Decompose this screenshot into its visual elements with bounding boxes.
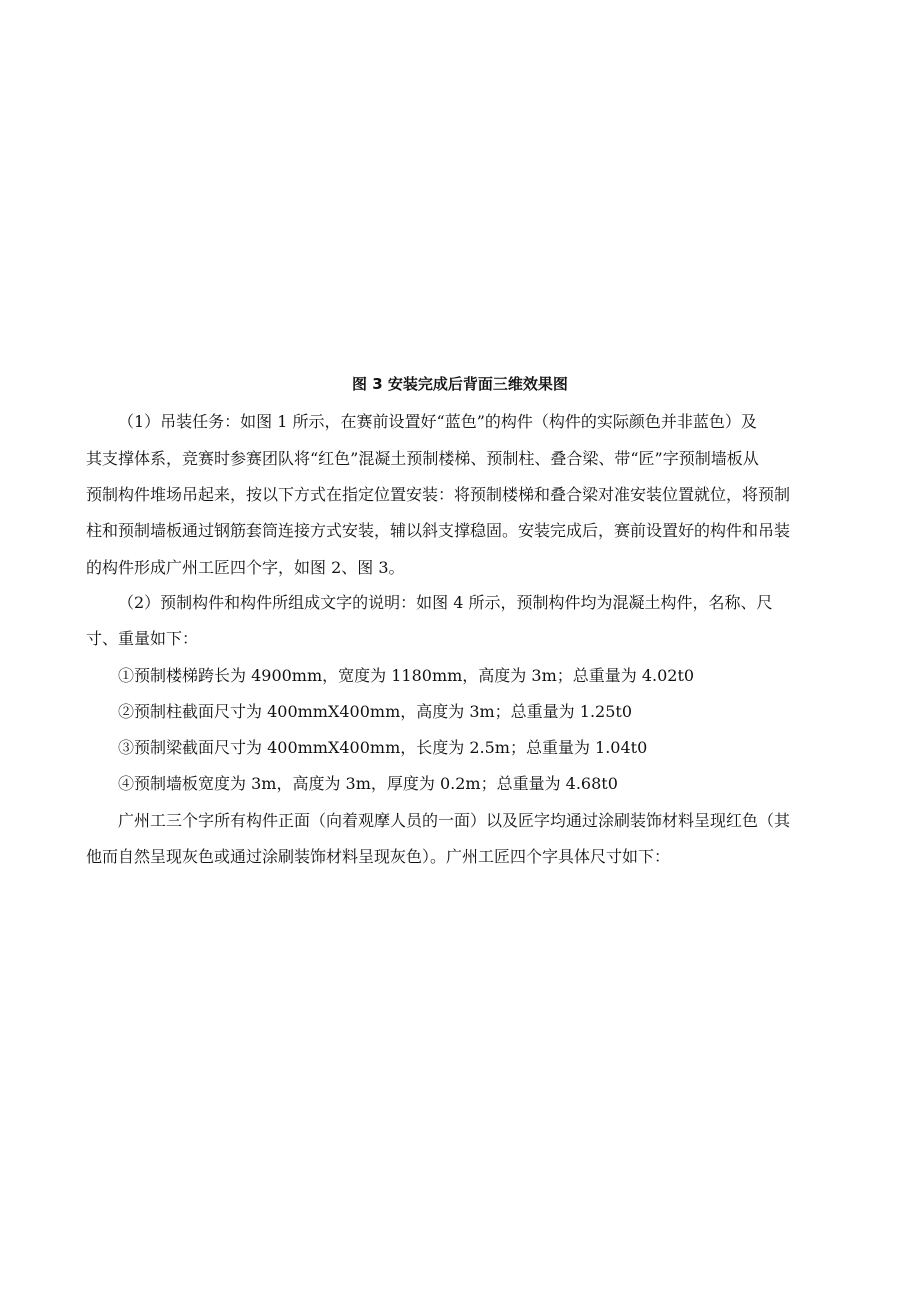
- spec-item-column: ②预制柱截面尺寸为 400mmX400mm，高度为 3m；总重量为 1.25t0: [118, 702, 633, 721]
- paragraph-2-line-2: 寸、重量如下：: [86, 629, 199, 648]
- paragraph-1-line-1: （1）吊装任务：如图 1 所示，在赛前设置好“蓝色”的构件（构件的实际颜色并非蓝色）及: [118, 412, 757, 431]
- paragraph-1-line-5: 的构件形成广州工匠四个字，如图 2、图 3。: [86, 558, 405, 577]
- spec-item-beam: ③预制梁截面尺寸为 400mmX400mm，长度为 2.5m；总重量为 1.04t0: [118, 738, 648, 757]
- paragraph-1-line-2: 其支撑体系，竞赛时参赛团队将“红色”混凝土预制楼梯、预制柱、叠合梁、带“匠”字预制墙板从: [86, 449, 759, 468]
- paragraph-1-line-3: 预制构件堆场吊起来，按以下方式在指定位置安装：将预制楼梯和叠合梁对准安装位置就位，将预制: [86, 485, 791, 504]
- spec-item-stair: ①预制楼梯跨长为 4900mm，宽度为 1180mm，高度为 3m；总重量为 4.02t0: [118, 666, 695, 685]
- paragraph-3-line-2: 他而自然呈现灰色或通过涂刷装饰材料呈现灰色）。广州工匠四个字具体尺寸如下：: [86, 847, 671, 866]
- figure-caption: 图 3 安装完成后背面三维效果图: [352, 375, 568, 393]
- paragraph-3-line-1: 广州工三个字所有构件正面（向着观摩人员的一面）以及匠字均通过涂刷装饰材料呈现红色（其: [118, 811, 791, 830]
- paragraph-2-line-1: （2）预制构件和构件所组成文字的说明：如图 4 所示，预制构件均为混凝土构件，名称、尺: [118, 593, 773, 612]
- spec-item-wall-panel: ④预制墙板宽度为 3m，高度为 3m，厚度为 0.2m；总重量为 4.68t0: [118, 774, 618, 793]
- paragraph-1-line-4: 柱和预制墙板通过钢筋套筒连接方式安装，辅以斜支撑稳固。安装完成后，赛前设置好的构件和吊装: [86, 521, 791, 540]
